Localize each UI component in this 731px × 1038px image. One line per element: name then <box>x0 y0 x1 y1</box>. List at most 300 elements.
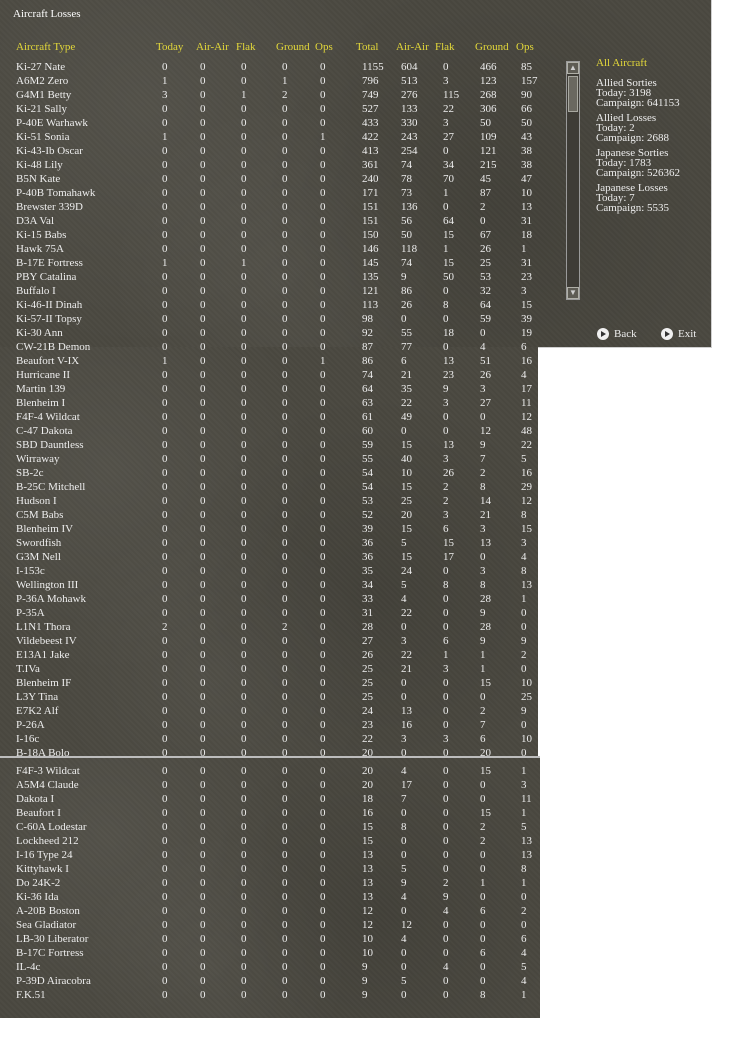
cell-total-ground: 26 <box>480 369 491 381</box>
cell-air-air: 0 <box>200 863 206 875</box>
cell-ops: 0 <box>320 891 326 903</box>
cell-total: 361 <box>362 159 379 171</box>
cell-total-ground: 51 <box>480 355 491 367</box>
cell-total: 10 <box>362 933 373 945</box>
cell-ops: 0 <box>320 397 326 409</box>
cell-ops: 0 <box>320 523 326 535</box>
cell-today: 0 <box>162 607 168 619</box>
cell-flak: 0 <box>241 341 247 353</box>
cell-ops: 0 <box>320 607 326 619</box>
cell-ops: 0 <box>320 807 326 819</box>
cell-total: 13 <box>362 849 373 861</box>
cell-ops: 0 <box>320 677 326 689</box>
cell-total: 151 <box>362 201 379 213</box>
cell-today: 0 <box>162 397 168 409</box>
column-header-today[interactable]: Today <box>156 41 184 53</box>
allied-losses-label: Allied Losses <box>596 112 657 124</box>
cell-total-air-air: 22 <box>401 397 412 409</box>
cell-flak: 0 <box>241 835 247 847</box>
cell-ground: 0 <box>282 835 288 847</box>
cell-total-ground: 0 <box>480 215 486 227</box>
cell-flak: 0 <box>241 103 247 115</box>
column-header-ground[interactable]: Ground <box>276 41 310 53</box>
cell-total-air-air: 9 <box>401 877 407 889</box>
cell-total-ops: 1 <box>521 593 527 605</box>
cell-total-ground: 9 <box>480 439 486 451</box>
cell-today: 0 <box>162 481 168 493</box>
cell-ops: 0 <box>320 75 326 87</box>
cell-total-ground: 0 <box>480 327 486 339</box>
cell-ops: 0 <box>320 747 326 759</box>
cell-total-ground: 9 <box>480 607 486 619</box>
cell-aircraft-type: Sea Gladiator <box>16 919 77 931</box>
cell-ops: 0 <box>320 271 326 283</box>
cell-total-ops: 31 <box>521 215 532 227</box>
cell-air-air: 0 <box>200 299 206 311</box>
cell-flak: 0 <box>241 173 247 185</box>
cell-total-air-air: 73 <box>401 187 412 199</box>
cell-ground: 0 <box>282 551 288 563</box>
cell-flak: 0 <box>241 313 247 325</box>
cell-total-ground: 1 <box>480 877 486 889</box>
cell-total: 60 <box>362 425 373 437</box>
cell-ground: 0 <box>282 103 288 115</box>
cell-total: 240 <box>362 173 379 185</box>
cell-ground: 0 <box>282 341 288 353</box>
cell-aircraft-type: CW-21B Demon <box>16 341 91 353</box>
cell-aircraft-type: P-40B Tomahawk <box>16 187 96 199</box>
cell-ground: 0 <box>282 989 288 1001</box>
cell-flak: 0 <box>241 989 247 1001</box>
column-header-total-ops[interactable]: Ops <box>516 41 534 53</box>
cell-total-ops: 13 <box>521 579 532 591</box>
cell-total-ground: 28 <box>480 621 491 633</box>
cell-ground: 0 <box>282 663 288 675</box>
cell-total-air-air: 330 <box>401 117 418 129</box>
cell-flak: 0 <box>241 215 247 227</box>
japanese-sorties-campaign: Campaign: 526362 <box>596 167 681 179</box>
cell-today: 0 <box>162 383 168 395</box>
cell-flak: 0 <box>241 159 247 171</box>
cell-today: 0 <box>162 285 168 297</box>
cell-air-air: 0 <box>200 341 206 353</box>
cell-total-air-air: 0 <box>401 425 407 437</box>
cell-total-flak: 0 <box>443 821 449 833</box>
cell-total-ops: 38 <box>521 145 532 157</box>
cell-total: 64 <box>362 383 373 395</box>
cell-ground: 0 <box>282 467 288 479</box>
cell-total-flak: 27 <box>443 131 454 143</box>
cell-ground: 0 <box>282 849 288 861</box>
column-header-air-air[interactable]: Air-Air <box>196 41 229 53</box>
cell-total-ops: 13 <box>521 835 532 847</box>
cell-flak: 0 <box>241 649 247 661</box>
cell-total-air-air: 5 <box>401 579 407 591</box>
cell-total-ops: 1 <box>521 807 527 819</box>
cell-total-ground: 2 <box>480 201 486 213</box>
cell-total-flak: 17 <box>443 551 454 563</box>
cell-ground: 0 <box>282 215 288 227</box>
cell-air-air: 0 <box>200 891 206 903</box>
cell-today: 0 <box>162 961 168 973</box>
cell-total-air-air: 78 <box>401 173 412 185</box>
cell-total-ground: 59 <box>480 313 491 325</box>
arrow-right-icon <box>661 328 673 340</box>
cell-total-ground: 0 <box>480 691 486 703</box>
cell-total: 54 <box>362 481 373 493</box>
cell-today: 0 <box>162 821 168 833</box>
vertical-scrollbar[interactable] <box>566 61 580 300</box>
cell-flak: 0 <box>241 635 247 647</box>
cell-total: 25 <box>362 677 373 689</box>
cell-ops: 0 <box>320 509 326 521</box>
cell-total: 9 <box>362 975 368 987</box>
cell-total-air-air: 5 <box>401 537 407 549</box>
cell-air-air: 0 <box>200 383 206 395</box>
cell-total: 23 <box>362 719 373 731</box>
cell-flak: 0 <box>241 285 247 297</box>
cell-total-ground: 0 <box>480 863 486 875</box>
cell-total-ground: 27 <box>480 397 491 409</box>
cell-air-air: 0 <box>200 159 206 171</box>
cell-today: 1 <box>162 131 168 143</box>
exit-button[interactable] <box>661 328 696 340</box>
cell-air-air: 0 <box>200 145 206 157</box>
cell-today: 0 <box>162 733 168 745</box>
cell-total-ground: 7 <box>480 719 486 731</box>
cell-today: 0 <box>162 975 168 987</box>
cell-flak: 0 <box>241 75 247 87</box>
column-header-total-ground[interactable]: Ground <box>475 41 509 53</box>
cell-total-ops: 85 <box>521 61 532 73</box>
cell-flak: 0 <box>241 793 247 805</box>
cell-total-ops: 8 <box>521 565 527 577</box>
cell-air-air: 0 <box>200 229 206 241</box>
cell-total-flak: 3 <box>443 733 449 745</box>
cell-aircraft-type: Ki-27 Nate <box>16 61 66 73</box>
cell-total-ops: 23 <box>521 271 532 283</box>
cell-total-air-air: 10 <box>401 467 412 479</box>
cell-aircraft-type: Do 24K-2 <box>16 877 61 889</box>
cell-total-ops: 18 <box>521 229 532 241</box>
cell-ops: 0 <box>320 537 326 549</box>
cell-total: 146 <box>362 243 379 255</box>
cell-flak: 0 <box>241 821 247 833</box>
cell-ops: 0 <box>320 215 326 227</box>
cell-air-air: 0 <box>200 565 206 577</box>
column-header-aircraft-type[interactable]: Aircraft Type <box>16 41 76 53</box>
cell-total-flak: 0 <box>443 919 449 931</box>
cell-total-air-air: 15 <box>401 481 412 493</box>
column-header-total[interactable]: Total <box>356 41 379 53</box>
cell-ops: 0 <box>320 103 326 115</box>
cell-total-ops: 10 <box>521 677 532 689</box>
cell-air-air: 0 <box>200 719 206 731</box>
cell-total: 9 <box>362 989 368 1001</box>
cell-aircraft-type: Lockheed 212 <box>16 835 79 847</box>
cell-total-ops: 0 <box>521 919 527 931</box>
cell-ground: 0 <box>282 383 288 395</box>
cell-air-air: 0 <box>200 635 206 647</box>
cell-total-ground: 1 <box>480 663 486 675</box>
cell-total-air-air: 0 <box>401 807 407 819</box>
cell-total: 12 <box>362 919 373 931</box>
cell-aircraft-type: B-18A Bolo <box>16 747 70 759</box>
cell-today: 0 <box>162 663 168 675</box>
cell-ground: 0 <box>282 495 288 507</box>
cell-air-air: 0 <box>200 551 206 563</box>
cell-total-ground: 0 <box>480 961 486 973</box>
cell-total-air-air: 4 <box>401 933 407 945</box>
cell-aircraft-type: C-60A Lodestar <box>16 821 87 833</box>
cell-ops: 0 <box>320 635 326 647</box>
cell-air-air: 0 <box>200 663 206 675</box>
cell-aircraft-type: F.K.51 <box>16 989 46 1001</box>
back-button[interactable] <box>597 328 637 340</box>
cell-ground: 0 <box>282 425 288 437</box>
cell-today: 0 <box>162 849 168 861</box>
cell-ground: 0 <box>282 313 288 325</box>
cell-total-ops: 12 <box>521 411 532 423</box>
cell-air-air: 0 <box>200 369 206 381</box>
cell-air-air: 0 <box>200 495 206 507</box>
cell-total-ground: 6 <box>480 947 486 959</box>
cell-total-air-air: 254 <box>401 145 418 157</box>
cell-total-ops: 8 <box>521 509 527 521</box>
cell-total-flak: 3 <box>443 75 449 87</box>
scroll-thumb[interactable] <box>568 76 578 112</box>
cell-ground: 0 <box>282 607 288 619</box>
cell-total: 150 <box>362 229 379 241</box>
cell-total: 35 <box>362 565 373 577</box>
cell-total-ops: 11 <box>521 397 532 409</box>
cell-air-air: 0 <box>200 89 206 101</box>
cell-total-flak: 1 <box>443 187 449 199</box>
cell-ground: 0 <box>282 187 288 199</box>
cell-total-air-air: 74 <box>401 257 412 269</box>
cell-ops: 0 <box>320 495 326 507</box>
cell-total-ops: 3 <box>521 537 527 549</box>
cell-ops: 0 <box>320 719 326 731</box>
cell-today: 0 <box>162 565 168 577</box>
cell-total-flak: 9 <box>443 891 449 903</box>
cell-flak: 0 <box>241 327 247 339</box>
column-header-total-flak[interactable]: Flak <box>435 41 455 53</box>
cell-total-ops: 1 <box>521 989 527 1001</box>
cell-flak: 0 <box>241 481 247 493</box>
cell-ground: 0 <box>282 863 288 875</box>
cell-total: 63 <box>362 397 373 409</box>
cell-total-ops: 10 <box>521 187 532 199</box>
column-header-total-air-air[interactable]: Air-Air <box>396 41 429 53</box>
scroll-down-button[interactable]: ▼ <box>567 287 579 299</box>
cell-ground: 0 <box>282 243 288 255</box>
cell-total: 113 <box>362 299 379 311</box>
cell-total: 12 <box>362 905 373 917</box>
cell-air-air: 0 <box>200 821 206 833</box>
cell-total-ground: 15 <box>480 765 491 777</box>
cell-ops: 0 <box>320 453 326 465</box>
cell-ops: 0 <box>320 989 326 1001</box>
cell-total: 135 <box>362 271 379 283</box>
cell-ground: 0 <box>282 747 288 759</box>
cell-air-air: 0 <box>200 467 206 479</box>
cell-aircraft-type: P-39D Airacobra <box>16 975 91 987</box>
cell-aircraft-type: P-35A <box>16 607 45 619</box>
cell-air-air: 0 <box>200 905 206 917</box>
cell-total-air-air: 243 <box>401 131 418 143</box>
cell-ops: 0 <box>320 835 326 847</box>
cell-total-flak: 0 <box>443 691 449 703</box>
cell-ops: 0 <box>320 61 326 73</box>
cell-air-air: 0 <box>200 481 206 493</box>
cell-air-air: 0 <box>200 439 206 451</box>
cell-flak: 0 <box>241 961 247 973</box>
cell-total-ground: 0 <box>480 779 486 791</box>
cell-today: 0 <box>162 103 168 115</box>
cell-total-flak: 0 <box>443 705 449 717</box>
cell-total-flak: 3 <box>443 397 449 409</box>
cell-total-ops: 15 <box>521 299 532 311</box>
cell-flak: 0 <box>241 919 247 931</box>
cell-aircraft-type: E13A1 Jake <box>16 649 70 661</box>
cell-total: 36 <box>362 537 373 549</box>
cell-flak: 0 <box>241 425 247 437</box>
cell-aircraft-type: G4M1 Betty <box>16 89 72 101</box>
cell-total-ops: 50 <box>521 117 532 129</box>
cell-today: 0 <box>162 989 168 1001</box>
cell-flak: 0 <box>241 593 247 605</box>
cell-aircraft-type: I-16 Type 24 <box>16 849 73 861</box>
cell-total-air-air: 55 <box>401 327 412 339</box>
cell-total-flak: 0 <box>443 201 449 213</box>
cell-total-air-air: 0 <box>401 835 407 847</box>
cell-total-ground: 0 <box>480 891 486 903</box>
cell-total-air-air: 56 <box>401 215 412 227</box>
cell-air-air: 0 <box>200 807 206 819</box>
cell-total-ops: 4 <box>521 947 527 959</box>
cell-air-air: 0 <box>200 691 206 703</box>
aircraft-filter-toggle[interactable]: All Aircraft <box>596 57 648 69</box>
cell-total-air-air: 15 <box>401 523 412 535</box>
cell-total-ground: 15 <box>480 677 491 689</box>
cell-total-air-air: 74 <box>401 159 412 171</box>
cell-ops: 0 <box>320 285 326 297</box>
cell-total: 36 <box>362 551 373 563</box>
cell-total-ops: 17 <box>521 383 532 395</box>
cell-ops: 0 <box>320 905 326 917</box>
cell-ops: 0 <box>320 425 326 437</box>
cell-total-ops: 48 <box>521 425 532 437</box>
cell-ground: 1 <box>282 75 288 87</box>
cell-flak: 0 <box>241 975 247 987</box>
scroll-up-button[interactable]: ▲ <box>567 62 579 74</box>
cell-total-ground: 4 <box>480 341 486 353</box>
cell-total: 422 <box>362 131 379 143</box>
japanese-sorties-today: Today: 1783 <box>596 157 652 169</box>
cell-flak: 0 <box>241 765 247 777</box>
cell-today: 0 <box>162 173 168 185</box>
cell-total: 34 <box>362 579 373 591</box>
cell-ground: 0 <box>282 733 288 745</box>
cell-air-air: 0 <box>200 201 206 213</box>
cell-aircraft-type: Wirraway <box>16 453 60 465</box>
cell-total: 18 <box>362 793 373 805</box>
cell-total-flak: 0 <box>443 341 449 353</box>
cell-total: 22 <box>362 733 373 745</box>
cell-aircraft-type: C-47 Dakota <box>16 425 73 437</box>
cell-total-ops: 157 <box>521 75 538 87</box>
cell-total-ops: 6 <box>521 933 527 945</box>
cell-total-ops: 1 <box>521 877 527 889</box>
cell-today: 0 <box>162 271 168 283</box>
cell-flak: 0 <box>241 933 247 945</box>
cell-air-air: 0 <box>200 131 206 143</box>
cell-total-flak: 0 <box>443 933 449 945</box>
cell-flak: 0 <box>241 877 247 889</box>
cell-total-ops: 8 <box>521 863 527 875</box>
cell-total-ops: 4 <box>521 369 527 381</box>
cell-total-flak: 6 <box>443 523 449 535</box>
table-extension-panel <box>0 347 538 756</box>
cell-total-ops: 9 <box>521 705 527 717</box>
cell-today: 0 <box>162 369 168 381</box>
cell-total-air-air: 25 <box>401 495 412 507</box>
cell-ops: 0 <box>320 849 326 861</box>
column-header-ops[interactable]: Ops <box>315 41 333 53</box>
cell-total-ground: 0 <box>480 411 486 423</box>
cell-total: 20 <box>362 747 373 759</box>
cell-total-flak: 0 <box>443 779 449 791</box>
cell-ground: 0 <box>282 145 288 157</box>
cell-total-air-air: 0 <box>401 947 407 959</box>
cell-total-flak: 0 <box>443 835 449 847</box>
cell-total-ground: 3 <box>480 523 486 535</box>
cell-total-air-air: 118 <box>401 243 418 255</box>
cell-total-ground: 9 <box>480 635 486 647</box>
cell-total: 13 <box>362 863 373 875</box>
cell-aircraft-type: Hudson I <box>16 495 57 507</box>
cell-today: 0 <box>162 793 168 805</box>
cell-air-air: 0 <box>200 215 206 227</box>
cell-total-flak: 0 <box>443 849 449 861</box>
cell-ops: 0 <box>320 159 326 171</box>
cell-today: 1 <box>162 75 168 87</box>
cell-today: 0 <box>162 159 168 171</box>
cell-total-ground: 7 <box>480 453 486 465</box>
cell-today: 0 <box>162 807 168 819</box>
cell-aircraft-type: Blenheim IF <box>16 677 72 689</box>
cell-ops: 0 <box>320 961 326 973</box>
cell-today: 0 <box>162 145 168 157</box>
cell-aircraft-type: Ki-43-Ib Oscar <box>16 145 83 157</box>
cell-total: 9 <box>362 961 368 973</box>
cell-aircraft-type: Wellington III <box>16 579 79 591</box>
cell-total-ground: 87 <box>480 187 491 199</box>
cell-total-ground: 3 <box>480 565 486 577</box>
cell-total-flak: 22 <box>443 103 454 115</box>
column-header-flak[interactable]: Flak <box>236 41 256 53</box>
cell-air-air: 0 <box>200 705 206 717</box>
cell-total-air-air: 513 <box>401 75 418 87</box>
cell-total-ground: 20 <box>480 747 491 759</box>
cell-air-air: 0 <box>200 975 206 987</box>
cell-ground: 0 <box>282 919 288 931</box>
cell-total-ground: 3 <box>480 383 486 395</box>
cell-total-flak: 0 <box>443 425 449 437</box>
cell-ops: 0 <box>320 481 326 493</box>
cell-total-ops: 6 <box>521 341 527 353</box>
